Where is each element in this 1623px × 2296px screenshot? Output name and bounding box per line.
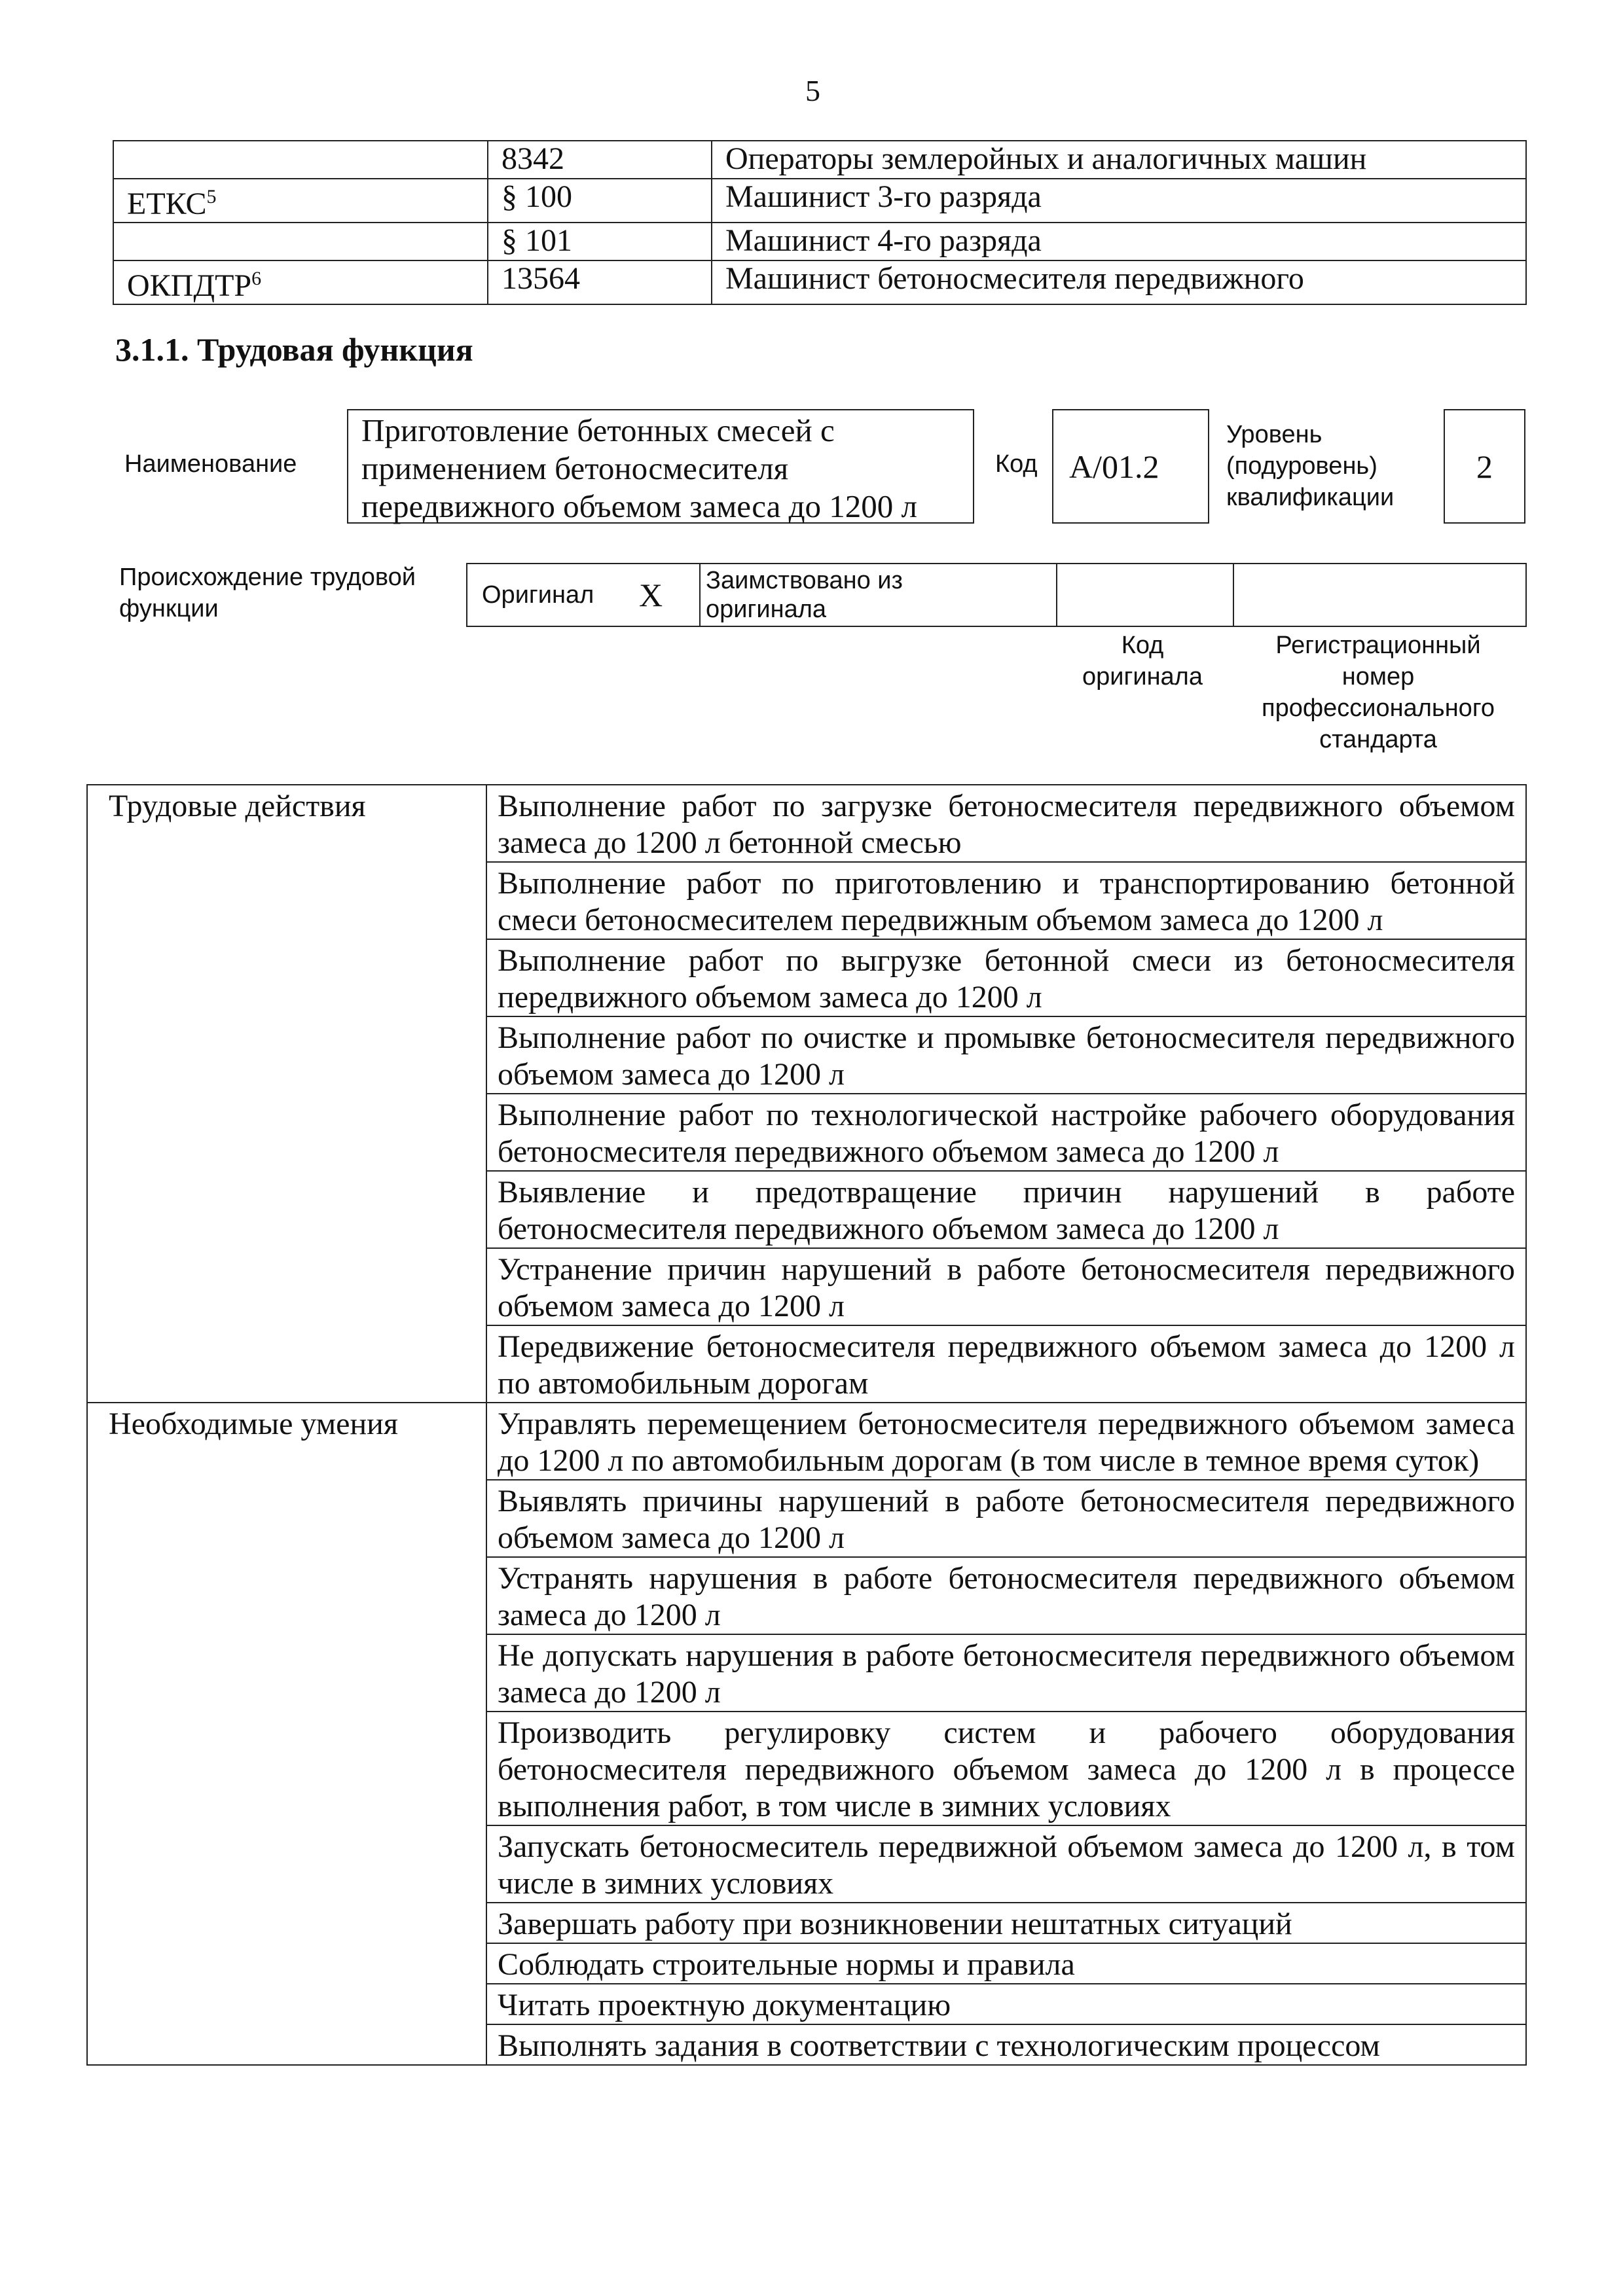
original-label-cell: Оригинал <box>467 564 639 626</box>
function-name-box: Приготовление бетонных смесей с применением бетоносмесителя передвижного объемом замеса до 1200 л <box>347 409 974 524</box>
labor-action-item: Устранение причин нарушений в работе бетоносмесителя передвижного объемом замеса до 1200 л <box>486 1248 1526 1325</box>
reg-number-cell <box>1233 564 1526 626</box>
reg-number-caption: Регистрационный номер профессионального стандарта <box>1262 632 1495 753</box>
system-cell <box>113 141 488 179</box>
name-label: Наименование <box>124 450 297 478</box>
original-mark-cell: X <box>639 564 700 626</box>
function-code-box: A/01.2 <box>1052 409 1209 524</box>
name-cell: Машинист 4-го разряда <box>712 223 1526 260</box>
name-cell: Операторы землеройных и аналогичных машин <box>712 141 1526 179</box>
original-code-cell <box>1057 564 1233 626</box>
borrowed-cell: Заимствовано из оригинала <box>700 564 1057 626</box>
table-row <box>113 141 1526 179</box>
skill-item: Устранять нарушения в работе бетоносмесителя передвижного объемом замеса до 1200 л <box>486 1557 1526 1634</box>
section-title: 3.1.1. Трудовая функция <box>115 331 473 368</box>
skill-item: Запускать бетоносмеситель передвижной объемом замеса до 1200 л, в том числе в зимних условиях <box>486 1825 1526 1903</box>
skill-item: Управлять перемещением бетоносмесителя передвижного объемом замеса до 1200 л по автомобильным дорогам (в том числе в темное время суток) <box>486 1403 1526 1480</box>
skill-item: Выполнять задания в соответствии с технологическим процессом <box>486 2024 1526 2065</box>
original-code-caption: Код оригинала <box>1082 632 1203 691</box>
labor-action-item: Выполнение работ по выгрузке бетонной смеси из бетоносмесителя передвижного объемом замеса до 1200 л <box>486 939 1526 1016</box>
table-row <box>467 564 1526 626</box>
skill-item: Читать проектную документацию <box>486 1984 1526 2024</box>
classification-table <box>113 140 1527 305</box>
code-label: Код <box>995 450 1038 478</box>
system-cell: ЕТКС$^5$ <box>113 179 488 223</box>
code-cell: 8342 <box>488 141 712 179</box>
origin-label: Происхождение трудовой функции <box>119 564 416 622</box>
skill-item: Производить регулировку систем и рабочего оборудования бетоносмесителя передвижного объемом замеса до 1200 л в процессе выполнения работ, в том числе в зимних условиях <box>486 1712 1526 1825</box>
skill-item: Соблюдать строительные нормы и правила <box>486 1943 1526 1984</box>
system-cell <box>113 223 488 260</box>
function-details-table <box>86 784 1527 2066</box>
labor-action-item: Передвижение бетоносмесителя передвижного объемом замеса до 1200 л по автомобильным дорогам <box>486 1325 1526 1403</box>
labor-action-item: Выполнение работ по приготовлению и транспортированию бетонной смеси бетоносмесителем передвижным объемом замеса до 1200 л <box>486 862 1526 939</box>
table-row <box>113 179 1526 223</box>
name-cell: Машинист бетоносмесителя передвижного <box>712 260 1526 304</box>
table-row <box>113 223 1526 260</box>
level-label: Уровень (подуровень) квалификации <box>1226 421 1395 511</box>
page-number: 5 <box>805 74 820 107</box>
skill-item: Завершать работу при возникновении нештатных ситуаций <box>486 1903 1526 1943</box>
labor-action-item: Выполнение работ по загрузке бетоносмесителя передвижного объемом замеса до 1200 л бетонной смесью <box>486 785 1526 862</box>
code-cell: § 101 <box>488 223 712 260</box>
table-row <box>113 260 1526 304</box>
system-cell: ОКПДТР$^6$ <box>113 260 488 304</box>
code-cell: § 100 <box>488 179 712 223</box>
table-row <box>87 1403 1526 1480</box>
code-cell: 13564 <box>488 260 712 304</box>
skill-item: Не допускать нарушения в работе бетоносмесителя передвижного объемом замеса до 1200 л <box>486 1634 1526 1712</box>
labor-action-item: Выявление и предотвращение причин нарушений в работе бетоносмесителя передвижного объемом замеса до 1200 л <box>486 1171 1526 1248</box>
table-row <box>87 785 1526 862</box>
skill-item: Выявлять причины нарушений в работе бетоносмесителя передвижного объемом замеса до 1200 л <box>486 1480 1526 1557</box>
level-value-box: 2 <box>1444 409 1525 524</box>
origin-table <box>466 563 1527 627</box>
labor-actions-title: Трудовые действия <box>87 785 486 1403</box>
labor-action-item: Выполнение работ по технологической настройке рабочего оборудования бетоносмесителя передвижного объемом замеса до 1200 л <box>486 1094 1526 1171</box>
labor-action-item: Выполнение работ по очистке и промывке бетоносмесителя передвижного объемом замеса до 1200 л <box>486 1016 1526 1094</box>
required-skills-title: Необходимые умения <box>87 1403 486 2065</box>
name-cell: Машинист 3-го разряда <box>712 179 1526 223</box>
